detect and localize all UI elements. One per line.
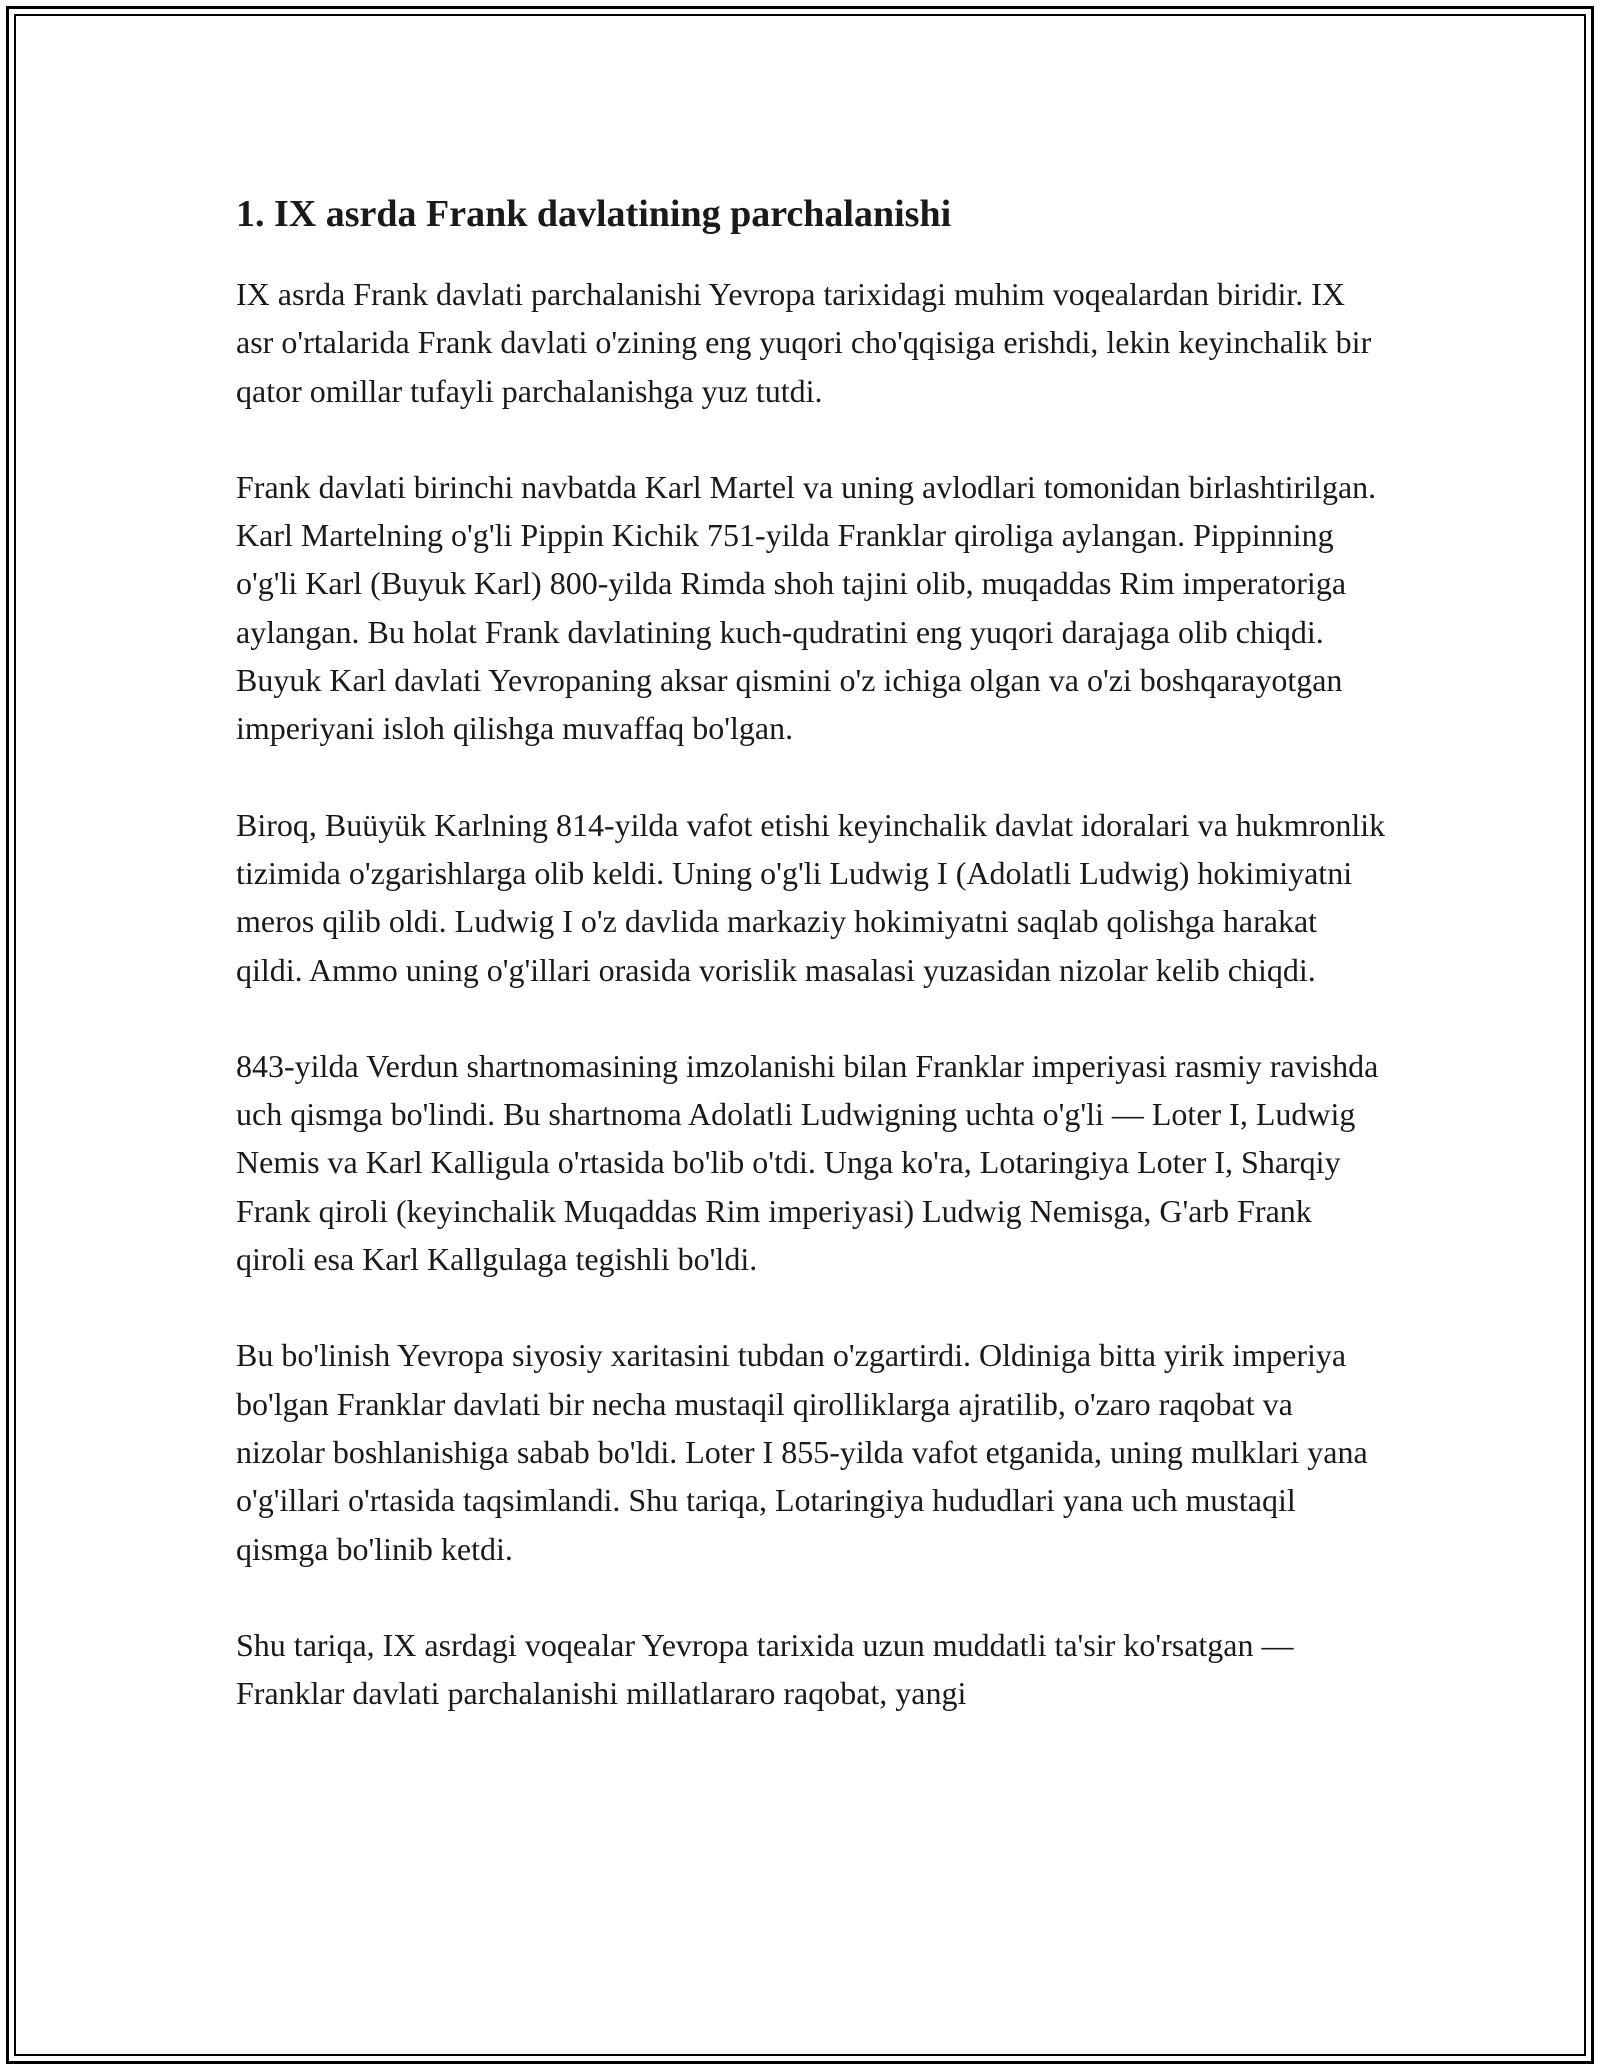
paragraph-6: Shu tariqa, IX asrdagi voqealar Yevropa tarixida uzun muddatli ta'sir ko'rsatgan — Franklar davlati parchalanishi millatlararo raqobat, yangi: [236, 1626, 1294, 1712]
paragraph-1: IX asrda Frank davlati parchalanishi Yevropa tarixidagi muhim voqealardan biridir. IX asr o'rtalarida Frank davlati o'zining eng yuqori cho'qqisiga erishdi, lekin keyinchalik bir qator omillar tufayli parchalanishga yuz tutdi.: [236, 276, 1372, 409]
document-title: 1. IX asrda Frank davlatining parchalanishi: [236, 193, 952, 235]
paragraph-4: 843-yilda Verdun shartnomasining imzolanishi bilan Franklar imperiyasi rasmiy ravishda uch qismga bo'lindi. Bu shartnoma Adolatli Ludwigning uchta o'g'li — Loter I, Ludwig Nemis va Karl Kalligula o'rtasida bo'lib o'tdi. Unga ko'ra, Lotaringiya Loter I, Sharqiy Frank qiroli (keyinchalik Muqaddas Rim imperiyasi) Ludwig Nemisga, G'arb Frank qiroli esa Karl Kallgulaga tegishli bo'ldi.: [236, 1047, 1379, 1278]
paragraph-2: Frank davlati birinchi navbatda Karl Martel va uning avlodlari tomonidan birlashtirilgan. Karl Martelning o'g'li Pippin Kichik 751-yilda Franklar qiroliga aylangan. Pippinning o'g'li Karl (Buyuk Karl) 800-yilda Rimda shoh tajini olib, muqaddas Rim imperatoriga aylangan. Bu holat Frank davlatining kuch-qudratini eng yuqori darajaga olib chiqdi. Buyuk Karl davlati Yevropaning aksar qismini o'z ichiga olgan va o'zi boshqarayotgan imperiyani isloh qilishga muvaffaq bo'lgan.: [236, 468, 1377, 747]
paragraph-3: Biroq, Buüyük Karlning 814-yilda vafot etishi keyinchalik davlat idoralari va hukmronlik tizimida o'zgarishlarga olib keldi. Uning o'g'li Ludwig I (Adolatli Ludwig) hokimiyatni meros qilib oldi. Ludwig I o'z davlida markaziy hokimiyatni saqlab qolishga harakat qildi. Ammo uning o'g'illari orasida vorislik masalasi yuzasidan nizolar kelib chiqdi.: [236, 806, 1386, 988]
paragraph-5: Bu bo'linish Yevropa siyosiy xaritasini tubdan o'zgartirdi. Oldiniga bitta yirik imperiya bo'lgan Franklar davlati bir necha mustaqil qirolliklarga ajratilib, o'zaro raqobat va nizolar boshlanishiga sabab bo'ldi. Loter I 855-yilda vafot etganida, uning mulklari yana o'g'illari o'rtasida taqsimlandi. Shu tariqa, Lotaringiya hududlari yana uch mustaqil qismga bo'linib ketdi.: [236, 1337, 1368, 1567]
document-body: [236, 186, 1386, 1765]
